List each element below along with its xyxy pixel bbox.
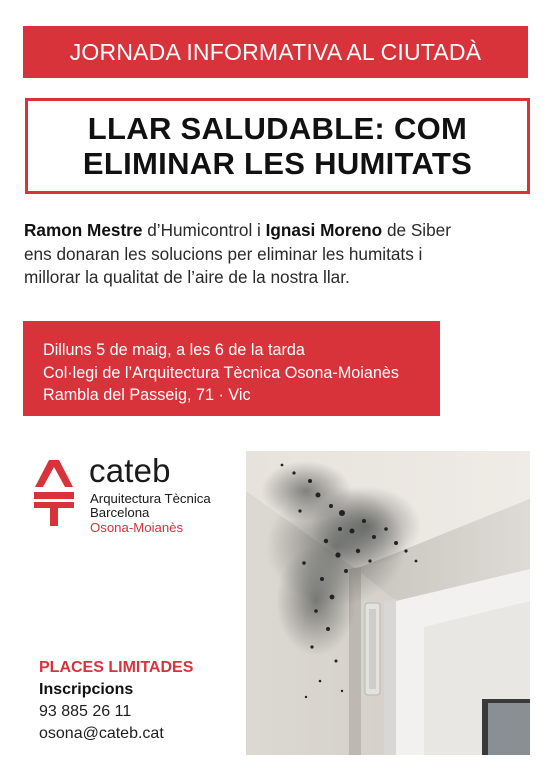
event-address: Rambla del Passeig, 71 · Vic (43, 386, 251, 404)
event-details-box (23, 321, 440, 416)
intro-line-2: ens donaran les solucions per eliminar les humitats i (24, 243, 423, 264)
inscriptions-label: Inscripcions (39, 681, 134, 698)
speaker-2: Ignasi Moreno (265, 220, 383, 240)
intro-line-1 (24, 219, 529, 243)
speaker-1: Ramon Mestre (24, 220, 143, 240)
title-box (25, 98, 530, 194)
event-place: Col·legi de l’Arquitectura Tècnica Osona-Moianès (43, 363, 399, 382)
logo-name: cateb (89, 452, 171, 489)
logo-subtitle-1: Arquitectura Tècnica (90, 491, 211, 506)
email-address: osona@cateb.cat (39, 725, 164, 742)
logo-subtitle-3: Osona-Moianès (90, 520, 184, 535)
phone-number: 93 885 26 11 (39, 703, 132, 720)
event-date: Dilluns 5 de maig, a les 6 de la tarda (43, 341, 305, 359)
intro-line-3: millorar la qualitat de l’aire de la nostra llar. (24, 267, 350, 287)
mold-corner-photo (246, 451, 530, 755)
title-line-2: ELIMINAR LES HUMITATS (82, 146, 473, 181)
contact-block (39, 657, 193, 745)
intro-paragraph (24, 219, 529, 290)
intro-text-2: de Siber (382, 220, 451, 240)
header-banner (23, 26, 528, 78)
intro-text-1: d’Humicontrol i (142, 220, 266, 240)
cateb-logo (34, 452, 234, 548)
title-line-1: LLAR SALUDABLE: COM (87, 111, 468, 146)
cateb-logo-icon (34, 458, 74, 526)
banner-text: JORNADA INFORMATIVA AL CIUTADÀ (69, 38, 482, 65)
limited-places-label: PLACES LIMITADES (39, 659, 194, 676)
logo-subtitle-2: Barcelona (90, 505, 150, 520)
